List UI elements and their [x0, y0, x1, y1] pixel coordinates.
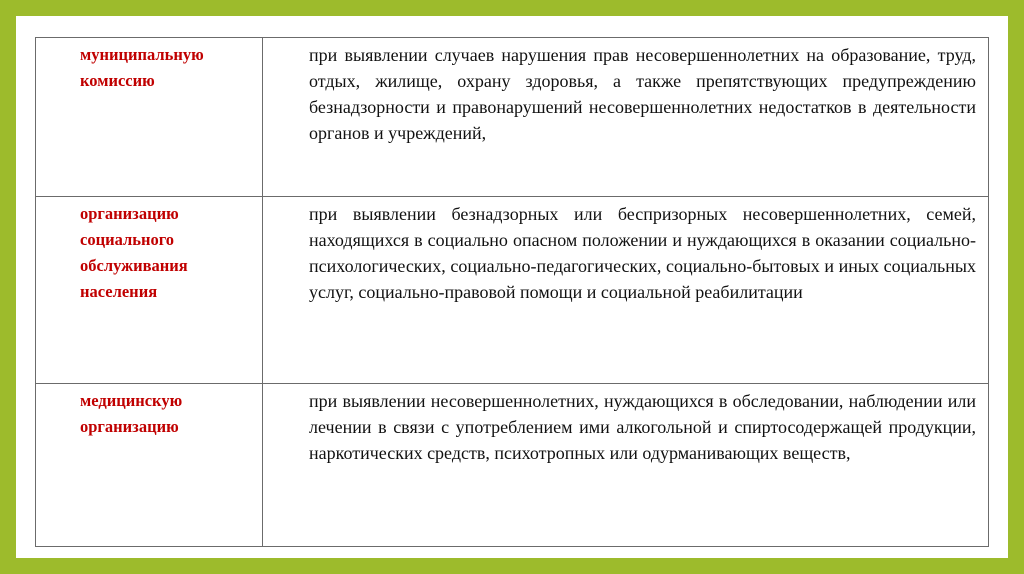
agency-label: медицинскую организацию	[80, 391, 183, 436]
slide	[16, 16, 1008, 558]
table-row	[36, 38, 989, 197]
agency-cell	[36, 38, 263, 197]
agency-cell	[36, 384, 263, 547]
condition-cell	[263, 197, 989, 384]
agency-table	[35, 37, 989, 547]
condition-text: при выявлении случаев нарушения прав несовершеннолетних на образование, труд, отдых, жилище, охрану здоровья, а также препятствующих предупреждению безнадзорности и правонарушений несовершеннолетних недостатков в деятельности органов и учреждений,	[309, 45, 976, 143]
agency-cell	[36, 197, 263, 384]
condition-cell	[263, 384, 989, 547]
table-row	[36, 384, 989, 547]
table-row	[36, 197, 989, 384]
condition-cell	[263, 38, 989, 197]
agency-label: организацию социального обслуживания населения	[80, 204, 188, 301]
condition-text: при выявлении несовершеннолетних, нуждающихся в обследовании, наблюдении или лечении в связи с употреблением ими алкогольной и спиртосодержащей продукции, наркотических средств, психотропных или одурманивающих веществ,	[309, 391, 976, 463]
condition-text: при выявлении безнадзорных или беспризорных несовершеннолетних, семей, находящихся в социально опасном положении и нуждающихся в оказании социально-психологических, социально-педагогических, социально-бытовых и иных социальных услуг, социально-правовой помощи и социальной реабилитации	[309, 204, 976, 302]
agency-label: муниципальную комиссию	[80, 45, 204, 90]
